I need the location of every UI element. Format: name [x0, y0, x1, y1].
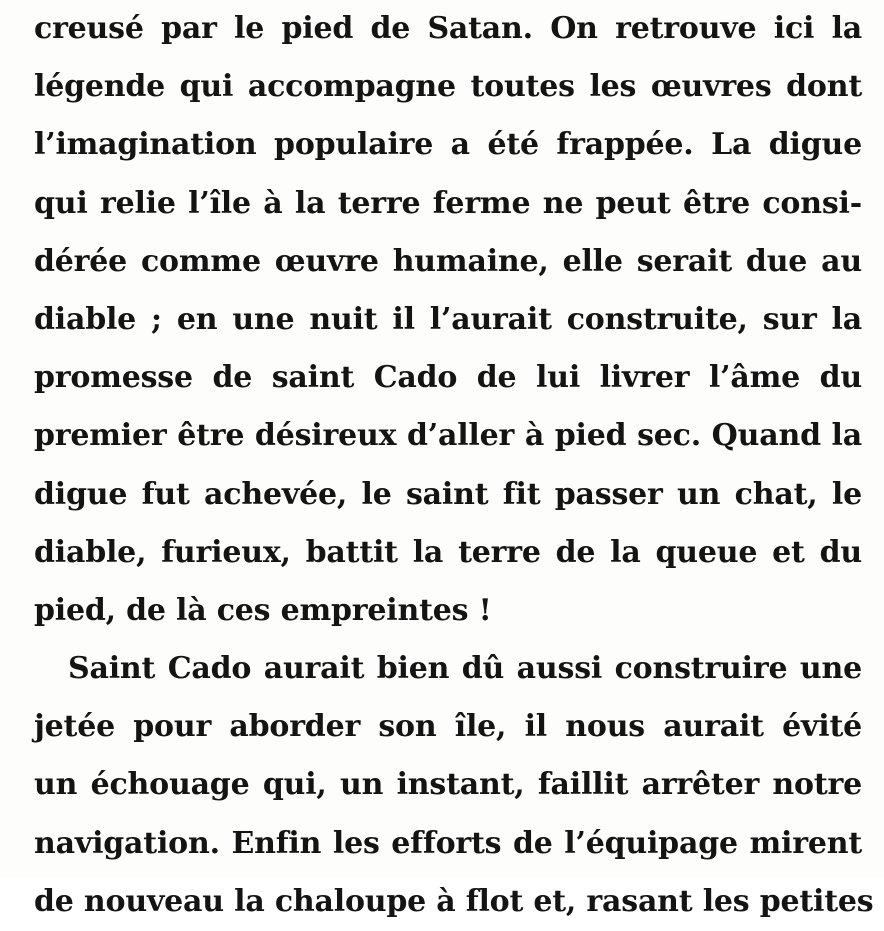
body-text — [34, 0, 874, 931]
text-line: l’imagination populaire a été frappée. La digue — [34, 127, 862, 163]
text-line: qui relie l’île à la terre ferme ne peut être consi- — [34, 185, 862, 221]
text-line: creusé par le pied de Satan. On retrouve ici la — [34, 11, 862, 46]
text-line: navigation. Enfin les efforts de l’équipage mirent — [34, 825, 862, 861]
text-line: un échouage qui, un instant, faillit arrêter notre — [34, 767, 862, 803]
text-line: premier être désireux d’aller à pied sec. Quand la — [34, 418, 862, 454]
text-line: diable ; en une nuit il l’aurait construite, sur la — [34, 301, 862, 337]
paragraph-start-line: Saint Cado aurait bien dû aussi construire une — [68, 651, 862, 687]
text-line: de nouveau la chaloupe à flot et, rasant les petites — [34, 883, 874, 919]
text-line: légende qui accompagne toutes les œuvres dont — [34, 69, 862, 105]
text-line: dérée comme œuvre humaine, elle serait due au — [34, 243, 862, 279]
text-line: digue fut achevée, le saint fit passer un chat, le — [34, 476, 862, 512]
paragraph-end-line: pied, de là ces empreintes ! — [34, 592, 492, 628]
text-line: diable, furieux, battit la terre de la queue et du — [34, 534, 862, 570]
text-line: promesse de saint Cado de lui livrer l’âme du — [34, 360, 862, 396]
text-line: jetée pour aborder son île, il nous aurait évité — [34, 709, 862, 745]
